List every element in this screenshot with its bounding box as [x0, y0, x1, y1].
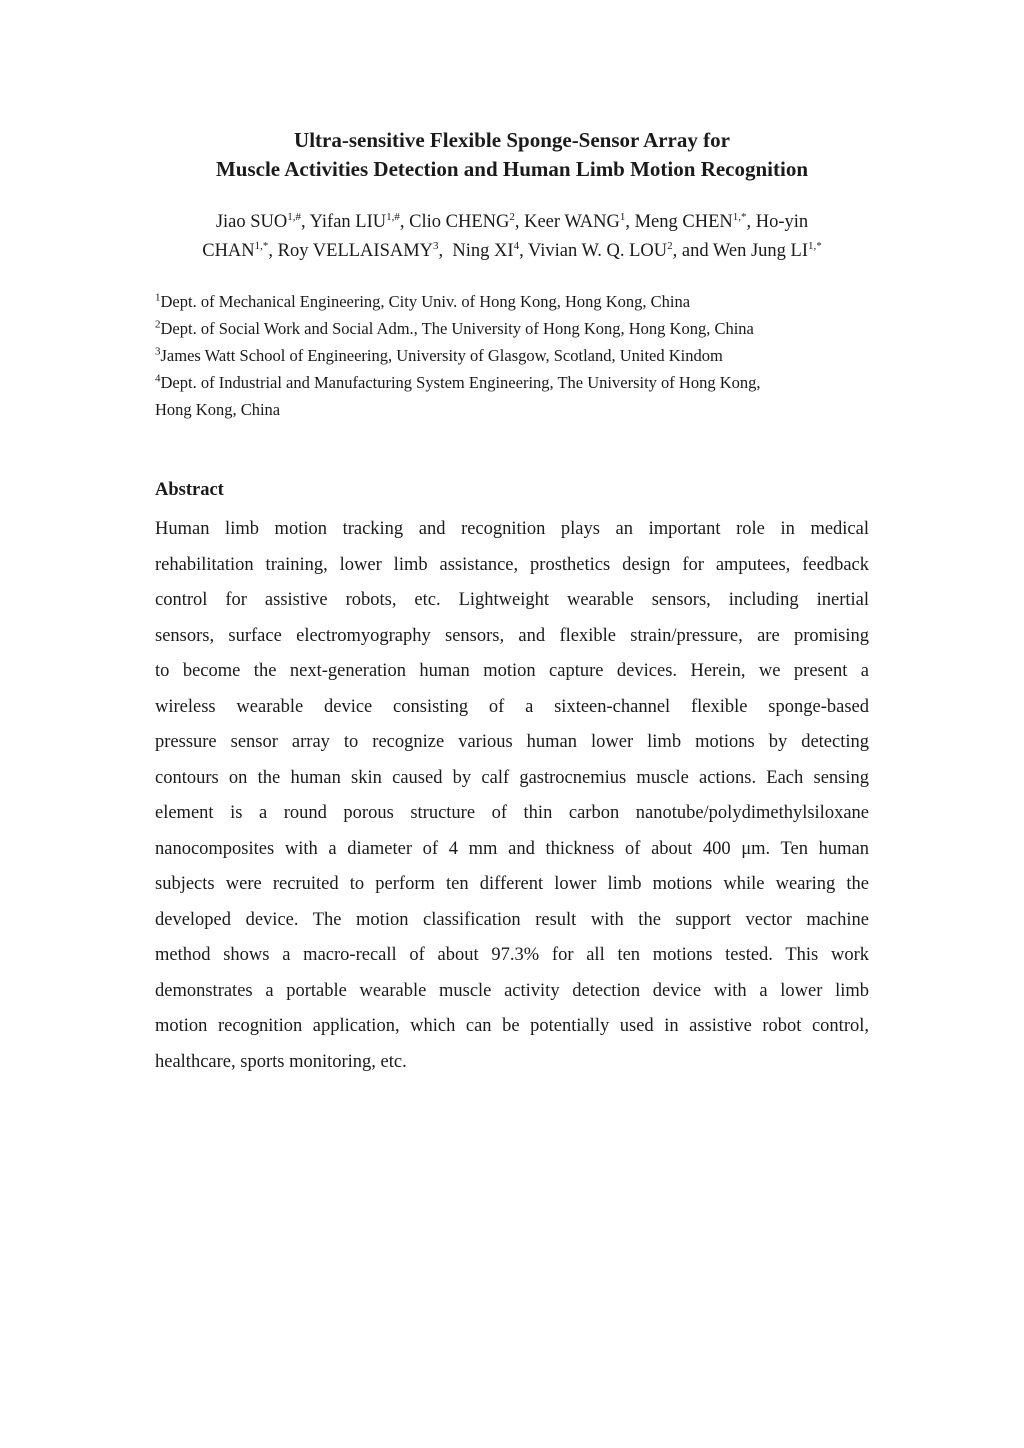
affiliation-1 — [155, 288, 869, 315]
author-sup: 1,# — [386, 210, 400, 223]
paper-title — [155, 126, 869, 184]
author-sup: 4 — [513, 239, 520, 252]
affiliation-sup: 1 — [155, 291, 161, 304]
author-wen-jung-li: , and Wen Jung LI — [672, 241, 809, 261]
abstract-line: control for assistive robots, etc. Lightweight wearable sensors, including inertial — [155, 590, 869, 610]
affiliation-4-continuation: Hong Kong, China — [155, 400, 281, 419]
paper-page — [155, 120, 869, 1080]
author-yifan-liu: , Yifan LIU — [301, 212, 387, 232]
abstract-line: sensors, surface electromyography sensors, and flexible strain/pressure, are promising — [155, 625, 869, 646]
author-sup: 1,# — [287, 210, 302, 223]
abstract-line: Human limb motion tracking and recognition plays an important role in medical — [155, 519, 869, 539]
author-keer-wang: , Keer WANG — [514, 212, 620, 232]
abstract-line: demonstrates a portable wearable muscle activity detection device with a lower limb — [155, 980, 869, 1001]
abstract-body — [155, 512, 869, 1080]
author-vivian-lou: , Vivian W. Q. LOU — [519, 241, 668, 261]
abstract-line: motion recognition application, which can be potentially used in assistive robot control, — [155, 1016, 869, 1036]
abstract-line: method shows a macro-recall of about 97.3% for all ten motions tested. This work — [155, 945, 869, 965]
author-list — [155, 208, 869, 266]
abstract-line-last: healthcare, sports monitoring, etc. — [155, 1051, 407, 1072]
author-sup: 1,* — [732, 210, 747, 223]
affiliation-3 — [155, 342, 869, 369]
abstract-line: rehabilitation training, lower limb assistance, prosthetics design for amputees, feedback — [155, 554, 869, 575]
abstract-line: element is a round porous structure of thin carbon nanotube/polydimethylsiloxane — [155, 803, 869, 823]
abstract-line: developed device. The motion classification result with the support vector machine — [155, 909, 869, 930]
author-roy-vellaisamy: , Roy VELLAISAMY — [268, 241, 434, 261]
title-line-2: Muscle Activities Detection and Human Limb Motion Recognition — [215, 157, 809, 181]
abstract-line: subjects were recruited to perform ten different lower limb motions while wearing the — [155, 874, 869, 894]
abstract-line: to become the next-generation human motion capture devices. Herein, we present a — [155, 661, 869, 681]
author-jiao-suo: Jiao SUO — [215, 212, 288, 232]
affiliation-text: Dept. of Industrial and Manufacturing System Engineering, The University of Hong Kong, — [160, 373, 761, 392]
abstract-line: nanocomposites with a diameter of 4 mm and thickness of about 400 μm. Ten human — [155, 838, 869, 859]
author-ho-yin-chan-part2: CHAN — [202, 241, 255, 261]
affiliation-4 — [155, 369, 869, 396]
author-sup: 2 — [667, 239, 673, 252]
author-ning-xi: , Ning XI — [438, 241, 514, 261]
author-ho-yin-chan-part1: , Ho-yin — [746, 212, 809, 232]
author-sup: 1,* — [808, 239, 822, 252]
author-meng-chen: , Meng CHEN — [625, 212, 733, 232]
affiliation-sup: 3 — [155, 345, 161, 358]
abstract-heading: Abstract — [155, 480, 224, 500]
affiliation-text: James Watt School of Engineering, University of Glasgow, Scotland, United Kindom — [160, 346, 723, 365]
affiliation-sup: 2 — [155, 318, 161, 331]
author-sup: 2 — [509, 210, 515, 223]
affiliation-sup: 4 — [155, 372, 161, 385]
affiliations — [155, 288, 869, 423]
author-sup: 1 — [619, 210, 626, 223]
abstract-line: contours on the human skin caused by calf gastrocnemius muscle actions. Each sensing — [155, 767, 869, 788]
affiliation-2 — [155, 315, 869, 342]
author-sup: 1,* — [254, 239, 269, 252]
affiliation-text: Dept. of Social Work and Social Adm., The University of Hong Kong, Hong Kong, China — [160, 319, 754, 338]
abstract-line: wireless wearable device consisting of a sixteen-channel flexible sponge-based — [155, 696, 869, 717]
affiliation-text: Dept. of Mechanical Engineering, City Univ. of Hong Kong, Hong Kong, China — [160, 292, 691, 311]
author-clio-cheng: , Clio CHENG — [399, 212, 510, 232]
title-line-1: Ultra-sensitive Flexible Sponge-Sensor Array for — [294, 128, 730, 152]
author-sup: 3 — [433, 239, 439, 252]
author-line-1 — [155, 208, 869, 237]
abstract-line: pressure sensor array to recognize various human lower limb motions by detecting — [155, 732, 869, 752]
author-line-2 — [155, 237, 869, 266]
